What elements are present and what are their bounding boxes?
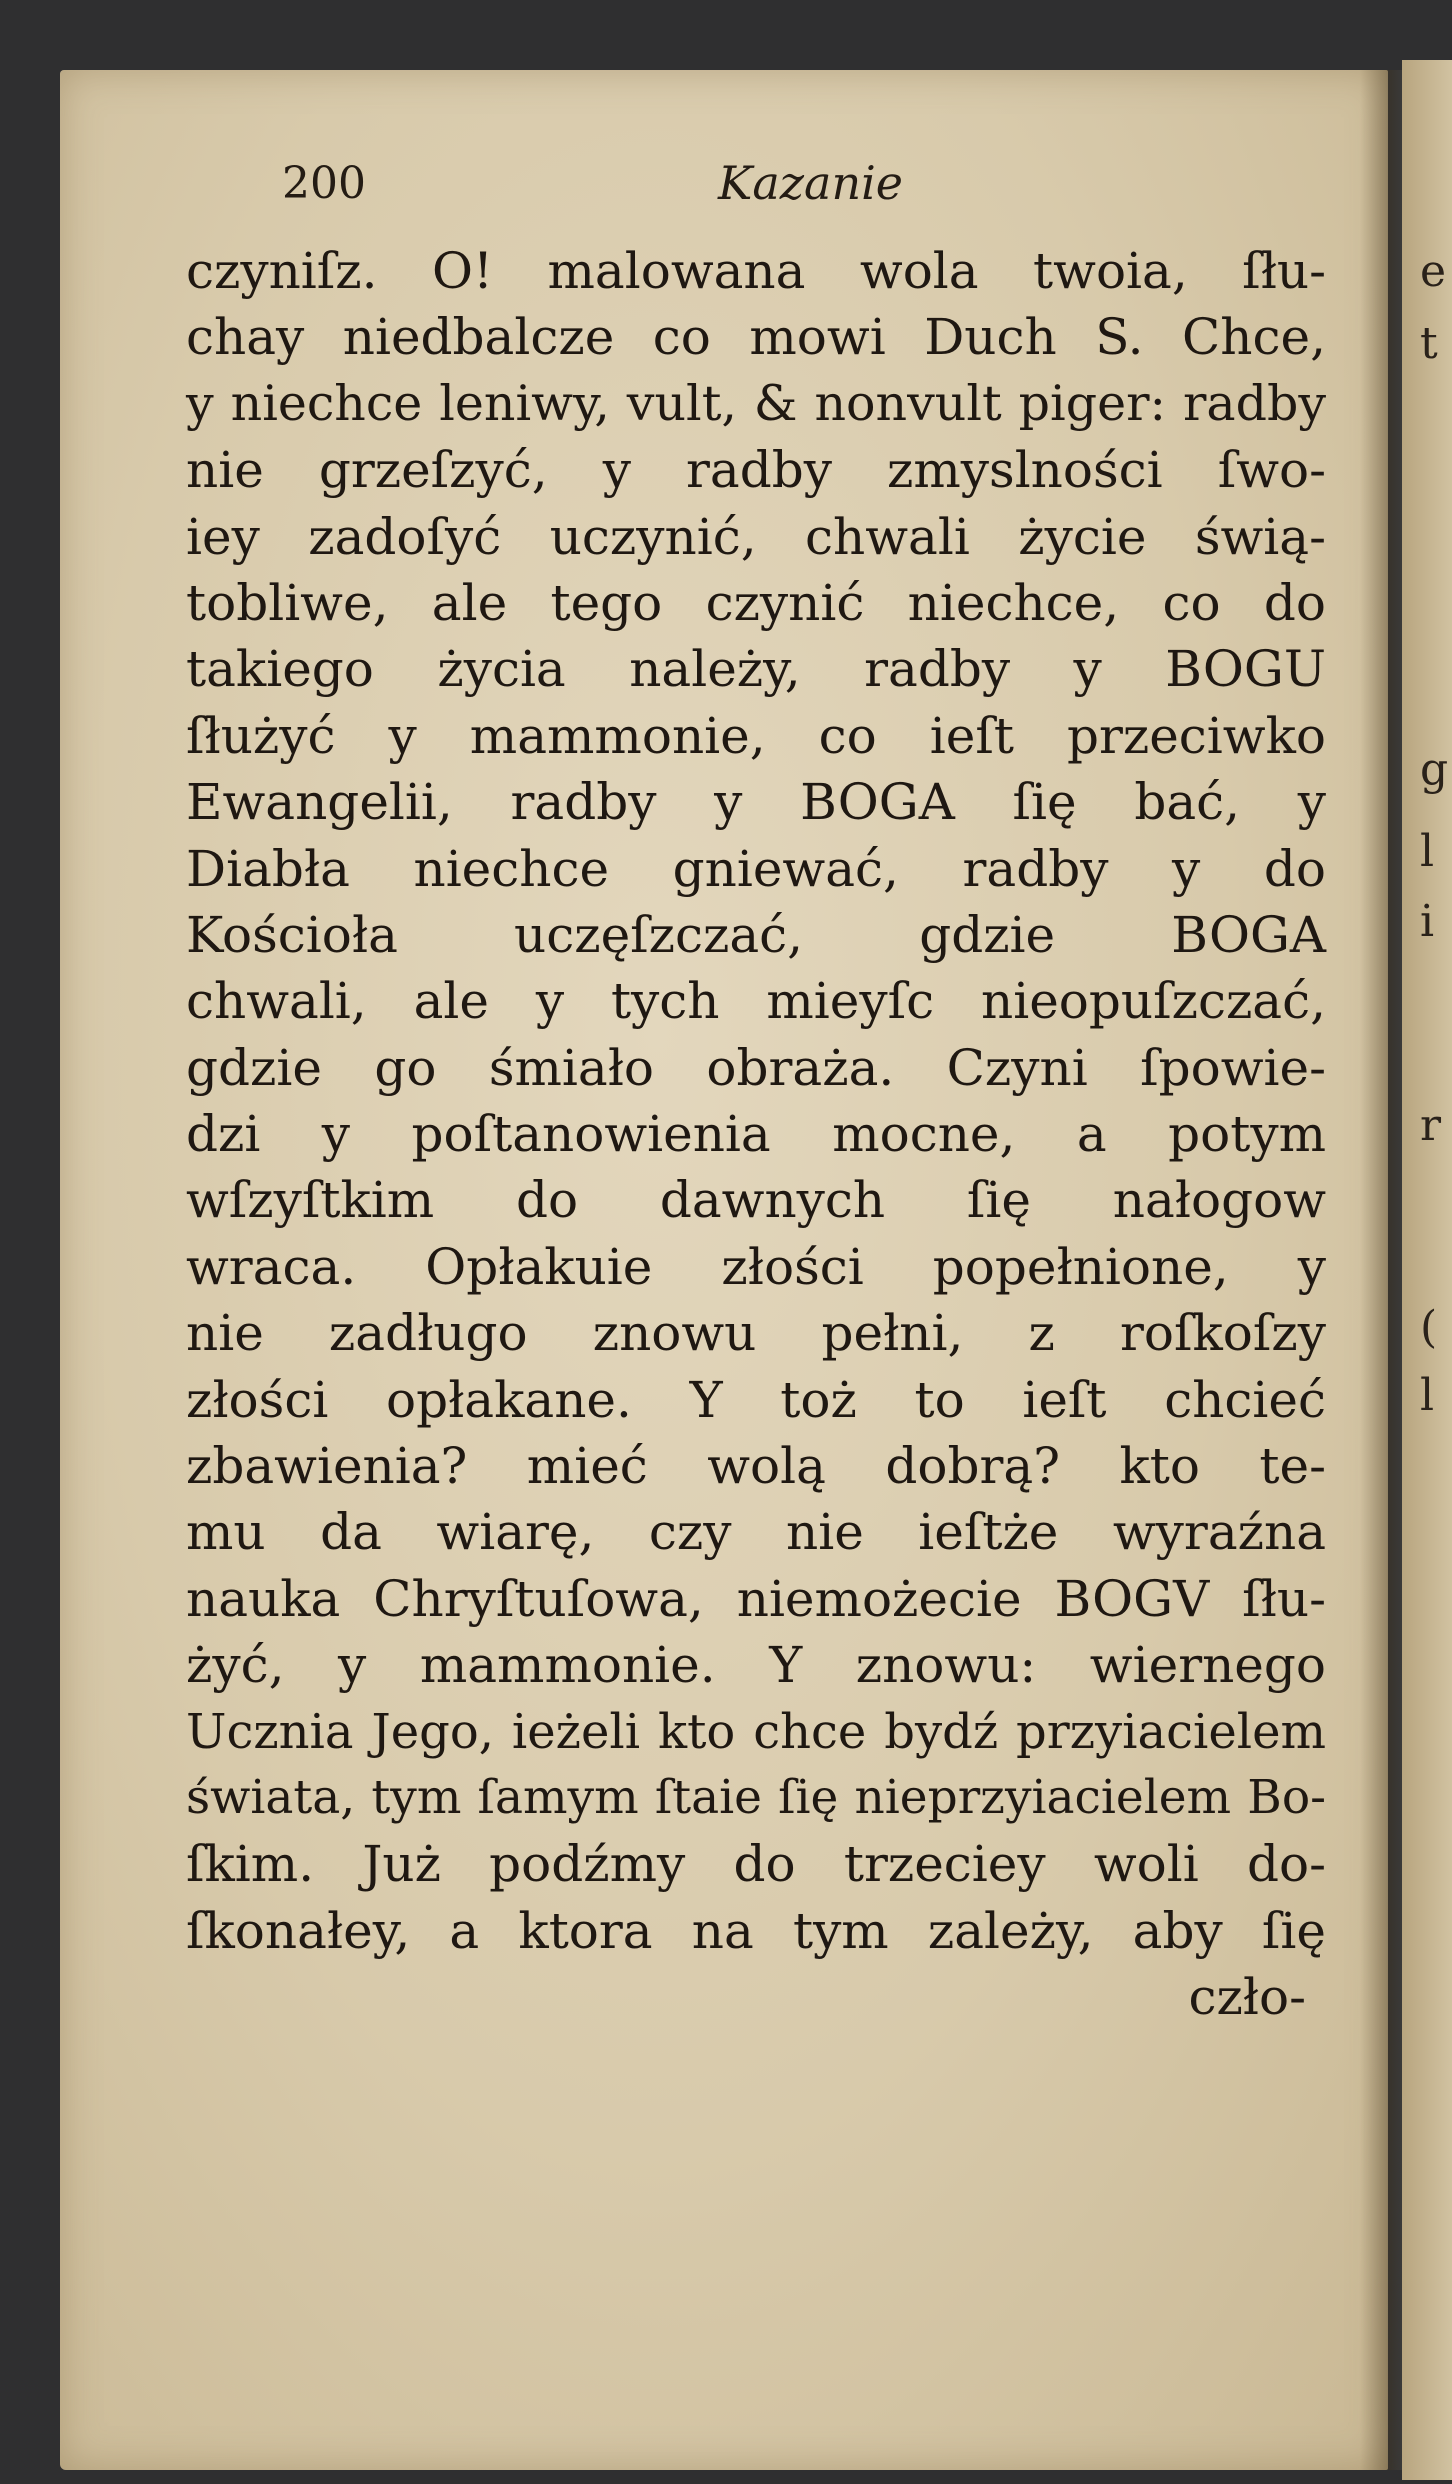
facing-page-edge <box>1402 60 1452 2480</box>
text-line: wſzyſtkim do dawnych ſię nałogow <box>186 1171 1326 1230</box>
catchword: czło- <box>1188 1968 1306 2027</box>
facing-page-char: l <box>1420 826 1435 877</box>
text-line: Kościoła uczęſzczać, gdzie BOGA <box>186 905 1326 964</box>
text-line: ſkim. Już podźmy do trzeciey woli do- <box>186 1835 1326 1894</box>
text-line: żyć, y mammonie. Y znowu: wiernego <box>186 1636 1326 1695</box>
text-line: czyniſz. O! malowana wola twoia, ſłu- <box>186 242 1326 300</box>
text-line: gdzie go śmiało obraża. Czyni ſpowie- <box>186 1038 1326 1097</box>
text-line: wraca. Opłakuie złości popełnione, y <box>186 1237 1326 1296</box>
text-line: dzi y poſtanowienia mocne, a potym <box>186 1105 1326 1164</box>
text-line: Diabła niechce gniewać, radby y do <box>186 839 1326 898</box>
page-header <box>0 158 1452 228</box>
facing-page-char: g <box>1420 744 1449 795</box>
text-line: takiego życia należy, radby y BOGU <box>186 640 1326 699</box>
facing-page-char: ( <box>1420 1302 1438 1353</box>
text-line: mu da wiarę, czy nie ieſtże wyraźna <box>186 1503 1326 1562</box>
text-line: Ucznia Jego, ieżeli kto chce bydź przyiacielem <box>186 1703 1326 1760</box>
page-number: 200 <box>282 158 366 209</box>
facing-page-char: t <box>1420 318 1438 369</box>
facing-page-char: e <box>1420 246 1447 297</box>
text-line: nie zadługo znowu pełni, z roſkoſzy <box>186 1304 1326 1363</box>
text-line: y niechce leniwy, vult, & nonvult piger: radby <box>186 374 1326 432</box>
text-line: chay niedbalcze co mowi Duch S. Chce, <box>186 308 1326 367</box>
facing-page-char: i <box>1420 896 1435 947</box>
facing-page-char: l <box>1420 1370 1435 1421</box>
text-line: chwali, ale y tych mieyſc nieopuſzczać, <box>186 972 1326 1031</box>
running-title: Kazanie <box>718 156 904 210</box>
text-line: złości opłakane. Y toż to ieſt chcieć <box>186 1370 1326 1429</box>
body-text <box>186 238 1326 2031</box>
text-line: Ewangelii, radby y BOGA ſię bać, y <box>186 773 1326 832</box>
facing-page-char: r <box>1420 1100 1442 1151</box>
text-line: tobliwe, ale tego czynić niechce, co do <box>186 573 1326 632</box>
text-line: iey zadoſyć uczynić, chwali życie świą- <box>186 507 1326 566</box>
text-line: świata, tym ſamym ſtaie ſię nieprzyiacielem Bo- <box>186 1769 1326 1825</box>
text-line: nie grzeſzyć, y radby zmyslności ſwo- <box>186 441 1326 500</box>
text-line: ſłużyć y mammonie, co ieſt przeciwko <box>186 706 1326 765</box>
text-line: ſkonałey, a ktora na tym zależy, aby ſię <box>186 1901 1326 1960</box>
text-line: nauka Chryſtuſowa, niemożecie BOGV ſłu- <box>186 1569 1326 1628</box>
text-line: zbawienia? mieć wolą dobrą? kto te- <box>186 1437 1326 1496</box>
page-gutter <box>1360 70 1404 2470</box>
